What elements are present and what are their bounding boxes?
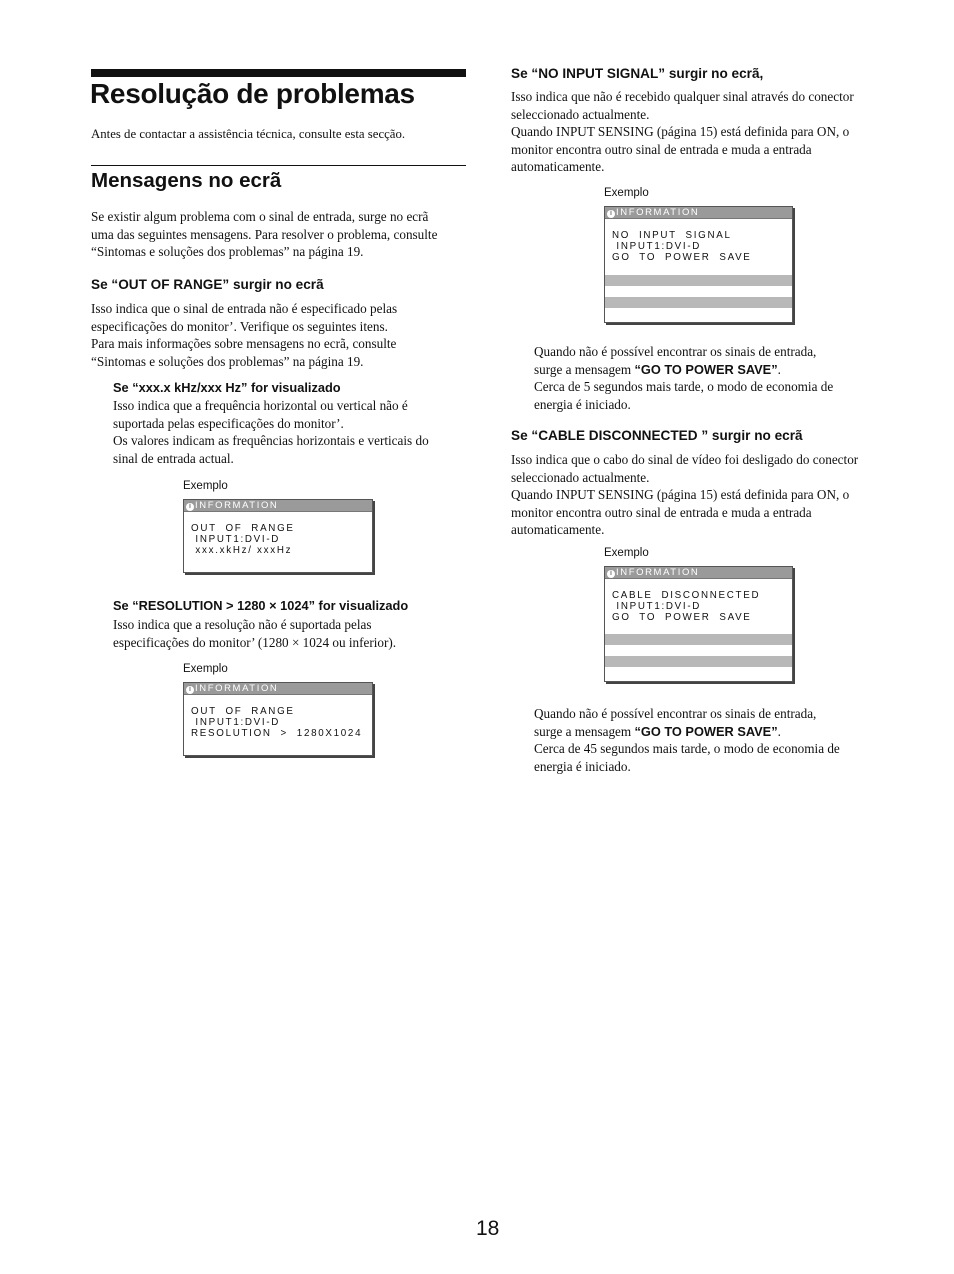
section-intro: Se existir algum problema com o sinal de entrada, surge no ecrã uma das seguintes mensagens. Para resolver o problema, consulte “Sintomas e soluções dos problemas” na página 19. (91, 209, 438, 260)
no-input-followup: Quando não é possível encontrar os sinais de entrada, surge a mensagem “GO TO POWER SAVE”. Cerca de 5 segundos mais tarde, o modo de economia de energia é iniciado. (534, 344, 834, 412)
frequency-body: Isso indica que a frequência horizontal ou vertical não é suportada pelas especificações do monitor’. Os valores indicam as frequências horizontais e verticais do sinal de entrada actual. (113, 398, 429, 466)
example-label: Exemplo (604, 187, 649, 199)
example-label: Exemplo (183, 480, 228, 492)
osd-message: CABLE DISCONNECTED INPUT1:DVI-D GO TO POWER SAVE (612, 590, 761, 624)
out-of-range-heading: Se “OUT OF RANGE” surgir no ecrã (91, 277, 324, 292)
section-rule (91, 165, 466, 166)
no-input-body: Isso indica que não é recebido qualquer sinal através do conector seleccionado actualmente. Quando INPUT SENSING (página 15) está definida para ON, o monitor encontra outro sinal de entrada e muda a entrada automaticamente. (511, 89, 854, 175)
resolution-heading: Se “RESOLUTION > 1280 × 1024” for visualizado (113, 598, 409, 613)
osd-resolution-example (183, 682, 373, 756)
intro-text: Antes de contactar a assistência técnica, consulte esta secção. (91, 127, 406, 141)
info-icon: i (607, 570, 615, 578)
no-input-heading: Se “NO INPUT SIGNAL” surgir no ecrã, (511, 66, 764, 81)
osd-stripes (605, 634, 792, 667)
out-of-range-body: Isso indica que o sinal de entrada não é especificado pelas especificações do monitor’. Verifique os seguintes itens. Para mais informações sobre mensagens no ecrã, consulte “Sintomas e soluções dos problemas” na página 19. (91, 301, 398, 369)
info-icon: i (607, 210, 615, 218)
cable-followup: Quando não é possível encontrar os sinais de entrada, surge a mensagem “GO TO POWER SAVE”. Cerca de 45 segundos mais tarde, o modo de economia de energia é iniciado. (534, 706, 840, 774)
osd-title-bar: i INFORMATION (605, 567, 792, 579)
section-title: Mensagens no ecrã (91, 169, 282, 192)
osd-title-bar: i INFORMATION (184, 500, 372, 512)
osd-message: OUT OF RANGE INPUT1:DVI-D xxx.xkHz/ xxxHz (191, 523, 295, 557)
cable-body: Isso indica que o cabo do sinal de vídeo foi desligado do conector seleccionado actualmente. Quando INPUT SENSING (página 15) está definida para ON, o monitor encontra outro sinal de entrada e muda a entrada automaticamente. (511, 452, 859, 538)
example-label: Exemplo (183, 663, 228, 675)
osd-message: OUT OF RANGE INPUT1:DVI-D RESOLUTION > 1280X1024 (191, 706, 363, 740)
resolution-body: Isso indica que a resolução não é suportada pelas especificações do monitor’ (1280 × 1024 ou inferior). (113, 617, 397, 650)
osd-message: NO INPUT SIGNAL INPUT1:DVI-D GO TO POWER SAVE (612, 230, 752, 264)
osd-no-input-example (604, 206, 793, 323)
osd-stripes (605, 275, 792, 308)
osd-cable-example (604, 566, 793, 682)
osd-title-bar: i INFORMATION (605, 207, 792, 219)
osd-title-bar: i INFORMATION (184, 683, 372, 695)
title-rule (91, 69, 466, 77)
info-icon: i (186, 686, 194, 694)
info-icon: i (186, 503, 194, 511)
page-number: 18 (476, 1217, 500, 1240)
example-label: Exemplo (604, 547, 649, 559)
frequency-heading: Se “xxx.x kHz/xxx Hz” for visualizado (113, 380, 341, 395)
osd-frequency-example (183, 499, 373, 573)
page-title: Resolução de problemas (90, 78, 415, 109)
cable-heading: Se “CABLE DISCONNECTED ” surgir no ecrã (511, 428, 803, 443)
